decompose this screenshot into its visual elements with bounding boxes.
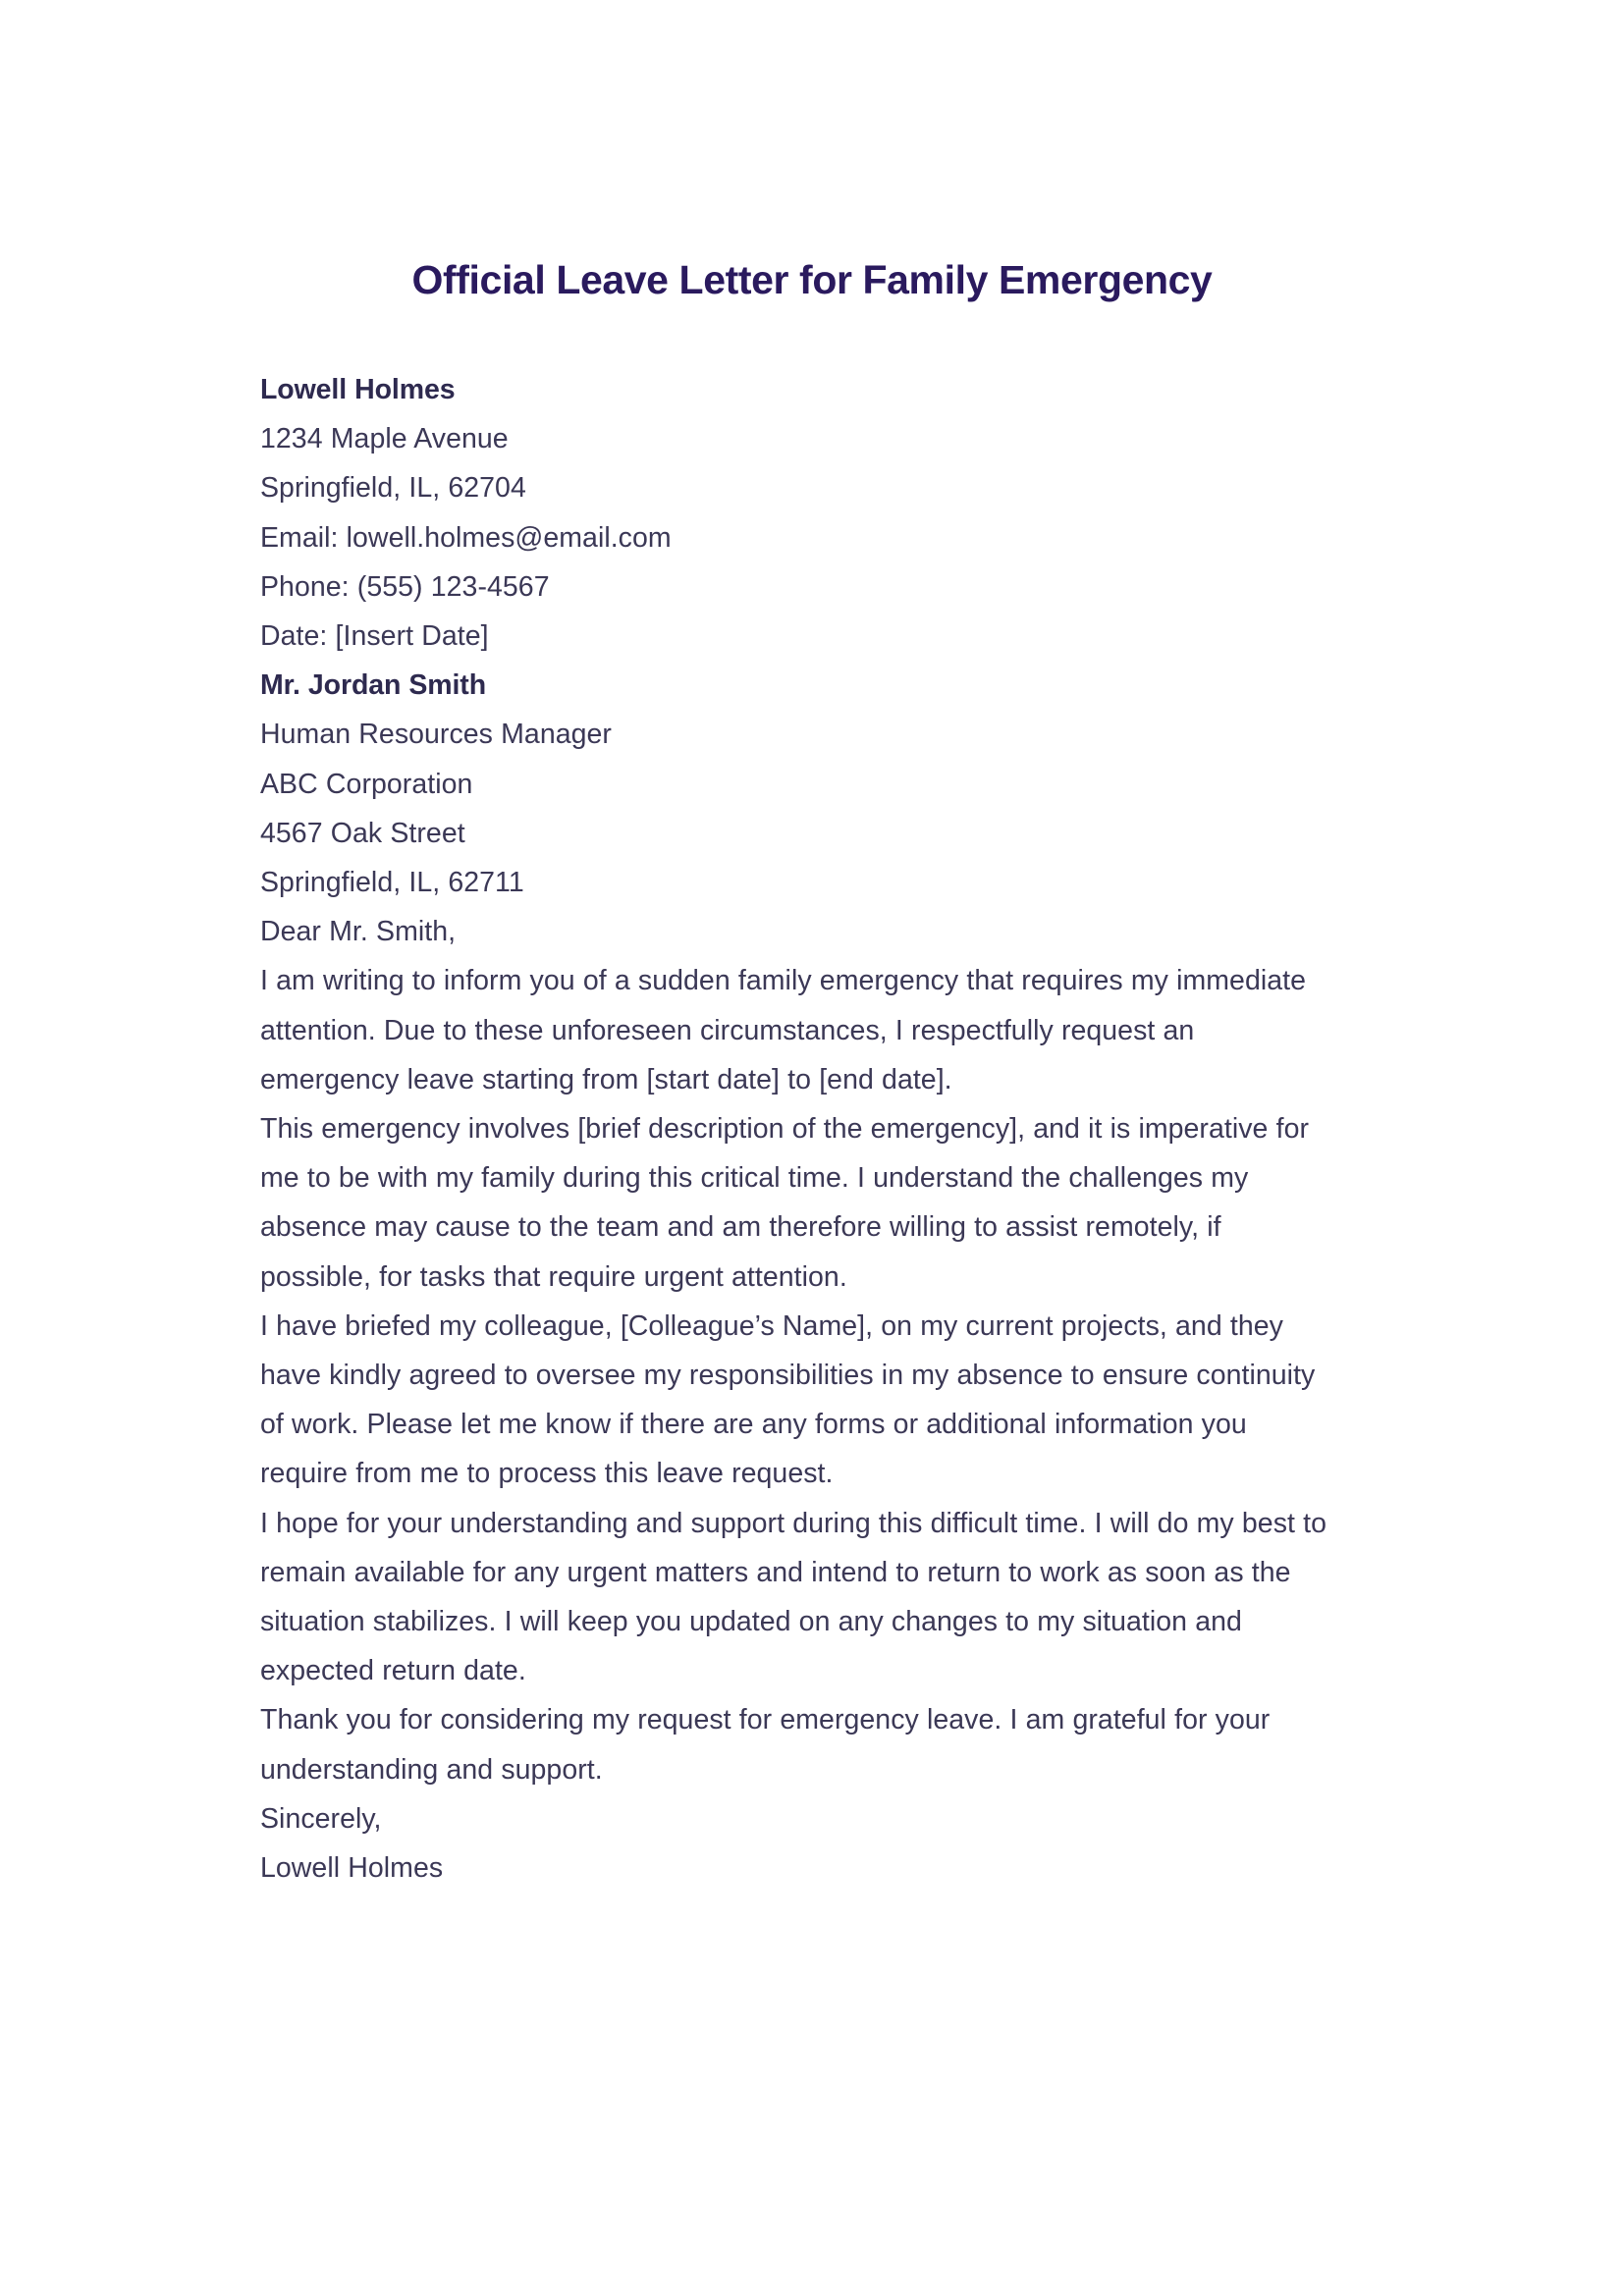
sender-name: Lowell Holmes [260, 374, 456, 405]
body-paragraph-2: This emergency involves [brief description of the emergency], and it is imperative for me to be with my family during this critical time. I understand the challenges my absence may cause to the team and am therefore willing to assist remotely, if possible, for tasks that require urgent attention. [260, 1113, 1310, 1293]
recipient-job-title: Human Resources Manager [260, 719, 612, 751]
letter-body [260, 365, 1332, 1893]
sender-email: Email: lowell.holmes@email.com [260, 521, 672, 554]
sender-city-state-zip: Springfield, IL, 62704 [260, 472, 526, 505]
body-paragraph-5: Thank you for considering my request for emergency leave. I am grateful for your understanding and support. [260, 1704, 1271, 1786]
recipient-company: ABC Corporation [260, 768, 473, 800]
sender-address-block [260, 365, 1332, 661]
body-paragraph-1: I am writing to inform you of a sudden family emergency that requires my immediate attention. Due to these unforeseen circumstances, I respectfully request an emergency leave starting from [start date] to [end date]. [260, 965, 1307, 1095]
recipient-name: Mr. Jordan Smith [260, 669, 487, 702]
signature-name: Lowell Holmes [260, 1852, 444, 1885]
recipient-street: 4567 Oak Street [260, 817, 465, 849]
salutation: Dear Mr. Smith, [260, 916, 457, 948]
closing-block [260, 1794, 1332, 1893]
recipient-address-block [260, 661, 1332, 907]
valediction: Sincerely, [260, 1802, 382, 1835]
recipient-city-state-zip: Springfield, IL, 62711 [260, 867, 524, 899]
sender-phone: Phone: (555) 123-4567 [260, 570, 550, 603]
sender-street: 1234 Maple Avenue [260, 423, 509, 455]
body-paragraph-4: I hope for your understanding and support during this difficult time. I will do my best to remain available for any urgent matters and intend to return to work as soon as the situation stabilizes. I will keep you updated on any changes to my situation and expected return date. [260, 1507, 1327, 1687]
letter-date: Date: [Insert Date] [260, 620, 489, 653]
body-paragraph-3: I have briefed my colleague, [Colleague’s Name], on my current projects, and they have kindly agreed to oversee my responsibilities in my absence to ensure continuity of work. Please let me know if there are any forms or additional information you require from me to process this leave request. [260, 1309, 1316, 1490]
page-title: Official Leave Letter for Family Emergency [411, 257, 1213, 303]
